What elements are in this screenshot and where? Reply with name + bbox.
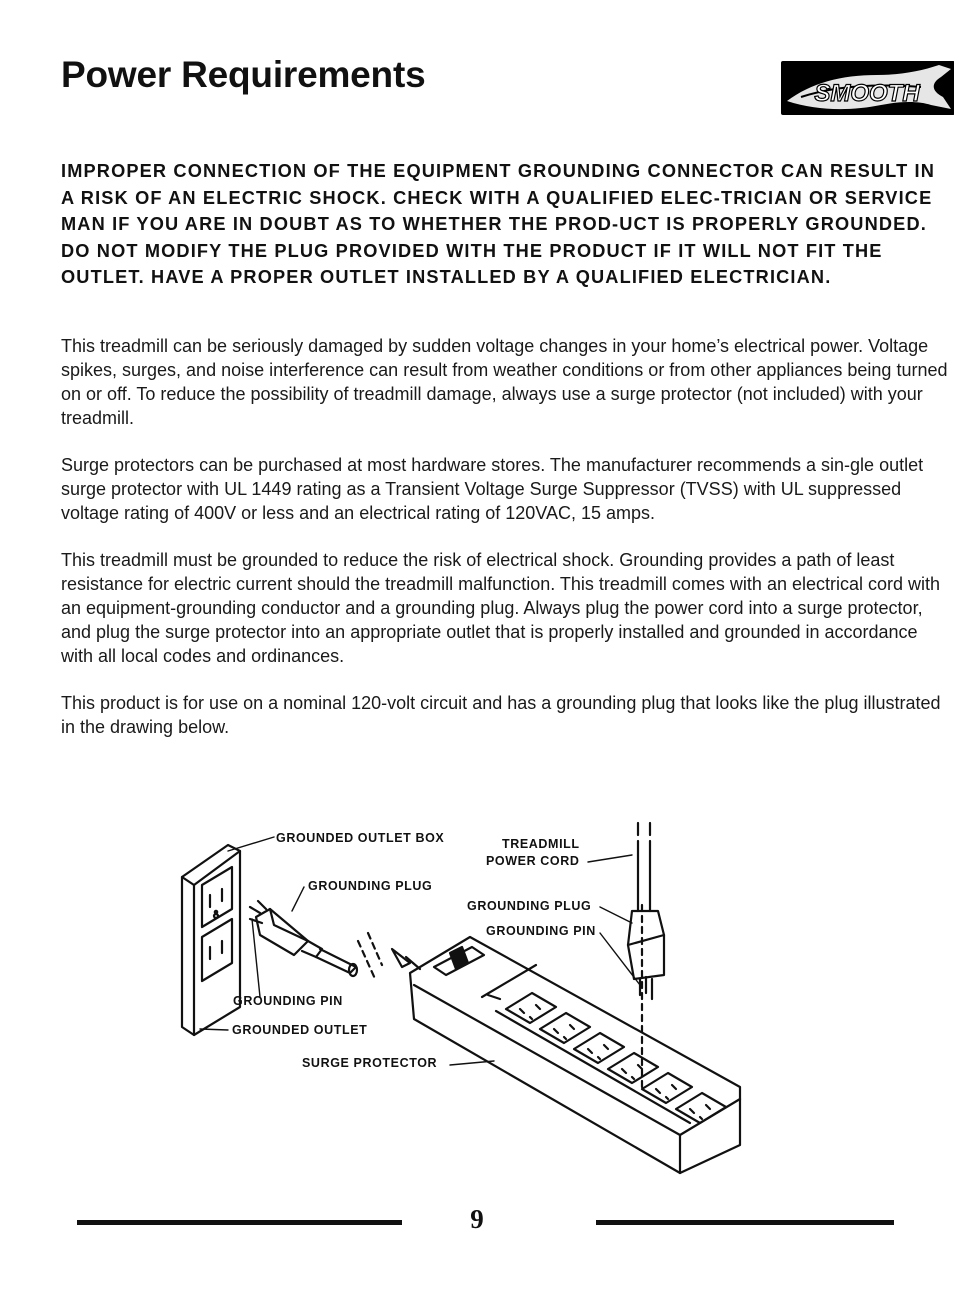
paragraph-circuit: This product is for use on a nominal 120-volt circuit and has a grounding plug that looks like the plug illustrated in the drawing below. xyxy=(61,693,941,737)
page-title: Power Requirements xyxy=(61,54,426,95)
label-surge-protector: SURGE PROTECTOR xyxy=(302,1056,438,1070)
label-grounding-pin-left: GROUNDING PIN xyxy=(233,994,343,1008)
label-power-cord: POWER CORD xyxy=(486,854,580,868)
paragraph-voltage: This treadmill can be seriously damaged by sudden voltage changes in your home’s electrical power. Voltage spikes, surges, and noise interference can result from weather conditions or from other appliances being turned on or off. To reduce the possibility of treadmill damage, always use a surge protector (not included) with your treadmill. xyxy=(61,336,948,428)
runner-logo-icon xyxy=(781,61,954,115)
page-number: 9 xyxy=(470,1204,484,1234)
wall-outlet-box xyxy=(182,845,240,1035)
label-treadmill: TREADMILL xyxy=(502,837,580,851)
footer-rule-right xyxy=(596,1220,894,1225)
label-grounded-outlet: GROUNDED OUTLET xyxy=(232,1023,368,1037)
label-grounded-outlet-box: GROUNDED OUTLET BOX xyxy=(276,831,445,845)
brand-logo xyxy=(781,61,954,115)
wall-grounding-plug xyxy=(250,901,357,976)
paragraph-grounding: This treadmill must be grounded to reduce the risk of electrical shock. Grounding provides a path of least resistance for electric current should the treadmill malfunction. This treadmill comes with an electrical cord with an equipment-grounding conductor and a grounding plug. Always plug the power cord into a surge protector, and plug the surge protector into an appropriate outlet that is properly installed and grounded in accordance with all local codes and ordinances. xyxy=(61,550,941,666)
label-grounding-plug-left: GROUNDING PLUG xyxy=(308,879,433,893)
grounding-diagram xyxy=(170,815,770,1180)
grounding-warning: IMPROPER CONNECTION OF THE EQUIPMENT GROUNDING CONNECTOR CAN RESULT IN A RISK OF AN ELECTRIC SHOCK. CHECK WITH A QUALIFIED ELEC-TRICIAN OR SERVICE MAN IF YOU ARE IN DOUBT AS TO WHETHER THE PROD-UCT IS PROPERLY GROUNDED. DO NOT MODIFY THE PLUG PROVIDED WITH THE PRODUCT IF IT WILL NOT FIT THE OUTLET. HAVE A PROPER OUTLET INSTALLED BY A QUALIFIED ELECTRICIAN. xyxy=(61,161,936,288)
treadmill-plug xyxy=(628,823,664,999)
paragraph-surge-protectors: Surge protectors can be purchased at most hardware stores. The manufacturer recommends a sin-gle outlet surge protector with UL 1449 rating as a Transient Voltage Surge Suppressor (TVSS) with UL suppressed voltage rating of 400V or less and an electrical rating of 120VAC, 15 amps. xyxy=(61,455,924,523)
label-grounding-plug-right: GROUNDING PLUG xyxy=(467,899,592,913)
logo-wordmark: SMOOTH xyxy=(814,80,920,107)
label-grounding-pin-right: GROUNDING PIN xyxy=(486,924,596,938)
surge-protector-strip xyxy=(392,937,740,1173)
footer-rule-left xyxy=(77,1220,402,1225)
